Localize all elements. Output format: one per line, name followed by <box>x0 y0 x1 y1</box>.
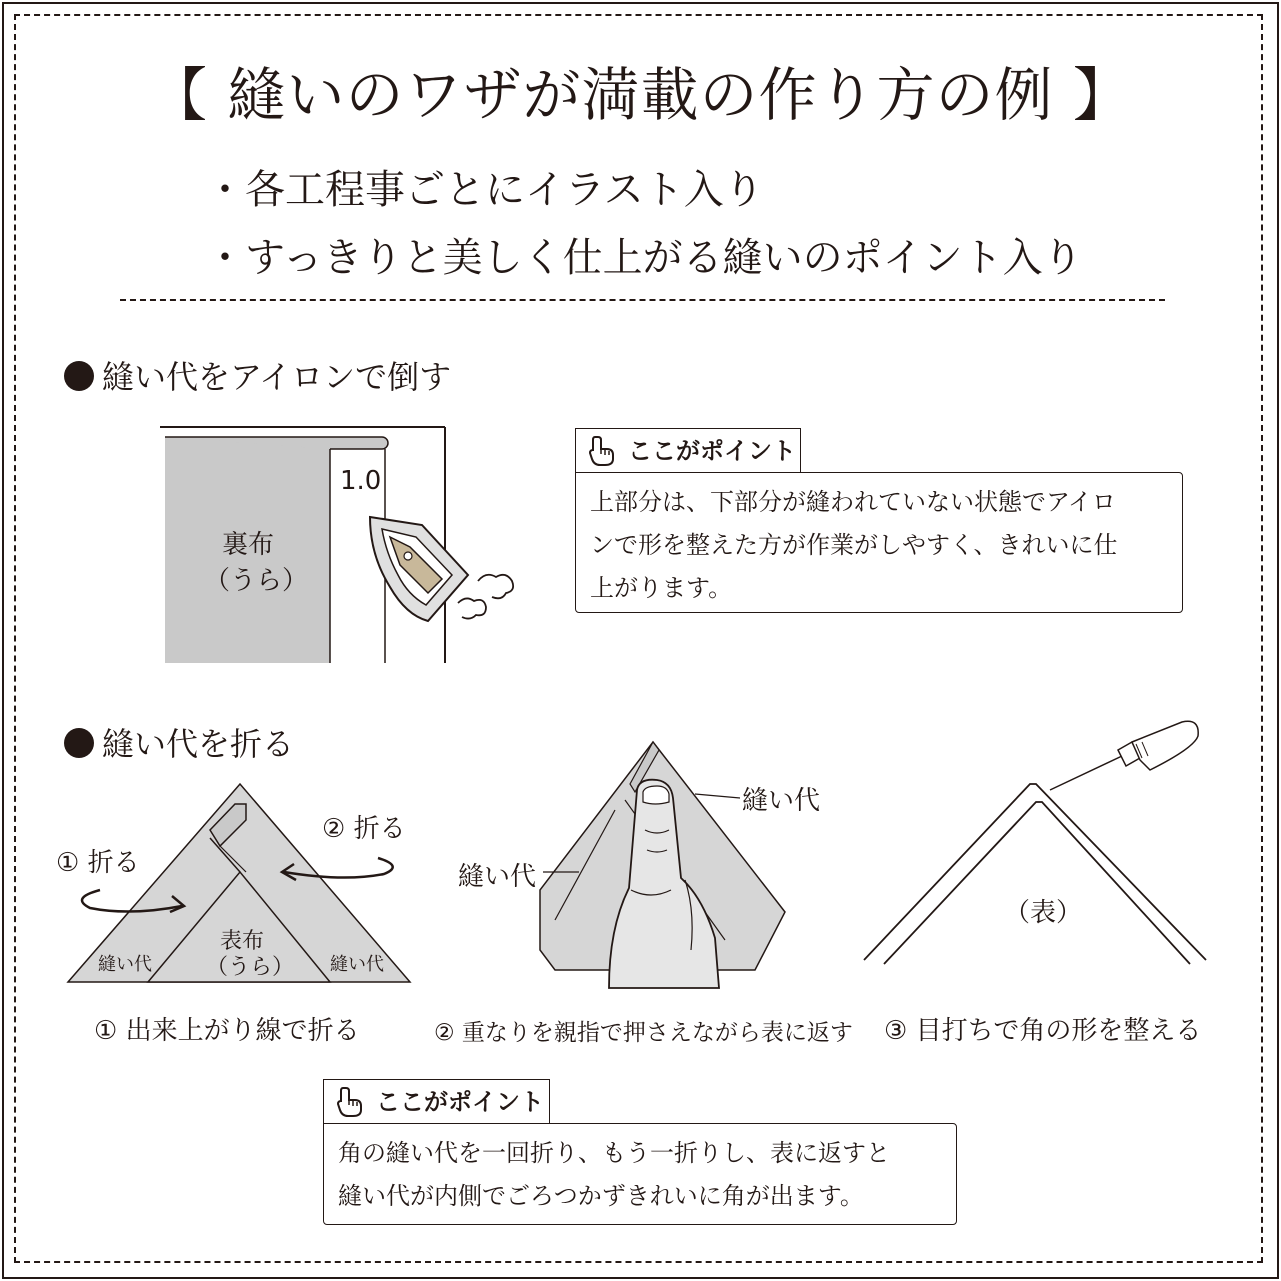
bullet-dot-icon <box>64 361 94 391</box>
section-iron-heading <box>64 352 451 398</box>
section-fold-heading <box>64 719 294 765</box>
point-line: 上がります。 <box>590 574 733 602</box>
seam-allowance-right: 縫い代 <box>330 954 384 975</box>
point-title-2: ここがポイント <box>376 1088 544 1116</box>
point-line: 上部分は、下部分が縫われていない状態でアイロ <box>590 488 1116 516</box>
thumb-fold-illustration <box>535 740 795 990</box>
caption-step-1: ① 出来上がり線で折る <box>94 1016 360 1046</box>
lining-label: 裏布 <box>222 530 275 560</box>
seam-allowance-side: 縫い代 <box>458 862 537 892</box>
seam-allowance-left: 縫い代 <box>98 954 152 975</box>
bullet-illustrations: ・各工程事ごとにイラスト入り <box>205 167 764 213</box>
seam-allowance-top: 縫い代 <box>742 786 821 816</box>
right-side-label: （表） <box>1004 898 1083 928</box>
point-line: 角の縫い代を一回折り、もう一折りし、表に返すと <box>338 1139 890 1167</box>
section-fold-heading-text: 縫い代を折る <box>102 725 295 763</box>
fold-2-label: ② 折る <box>322 814 406 844</box>
point-tab-2 <box>323 1079 550 1123</box>
caption-step-2: ② 重なりを親指で押さえながら表に返す <box>434 1020 853 1046</box>
point-title-1: ここがポイント <box>628 437 796 465</box>
awl-corner-illustration <box>860 720 1210 970</box>
pointing-hand-icon <box>334 1086 366 1118</box>
seam-measure: 1.0 <box>340 466 382 496</box>
point-line: ンで形を整えた方が作業がしやすく、きれいに仕 <box>590 531 1118 559</box>
caption-step-3: ③ 目打ちで角の形を整える <box>884 1016 1202 1046</box>
outer-fabric-sub-label: （うら） <box>206 955 295 980</box>
bullet-sewing-points: ・すっきりと美しく仕上がる縫いのポイント入り <box>205 235 1083 281</box>
awl-icon <box>1050 721 1198 790</box>
steam-icon <box>458 575 513 619</box>
section-iron-heading-text: 縫い代をアイロンで倒す <box>102 358 452 396</box>
fold-1-label: ① 折る <box>56 848 140 878</box>
bullet-dot-icon <box>64 728 94 758</box>
point-line: 縫い代が内側でごろつかずきれいに角が出ます。 <box>338 1182 864 1210</box>
pointing-hand-icon <box>586 435 618 467</box>
point-box-2 <box>323 1123 957 1225</box>
iron-illustration <box>160 425 530 665</box>
point-box-1 <box>575 472 1183 613</box>
lining-sub-label: （うら） <box>204 566 309 596</box>
page-title: 【 縫いのワザが満載の作り方の例 】 <box>149 61 1132 129</box>
outer-fabric-label: 表布 <box>220 929 265 954</box>
divider <box>120 299 1165 301</box>
point-tab-1 <box>575 428 801 472</box>
